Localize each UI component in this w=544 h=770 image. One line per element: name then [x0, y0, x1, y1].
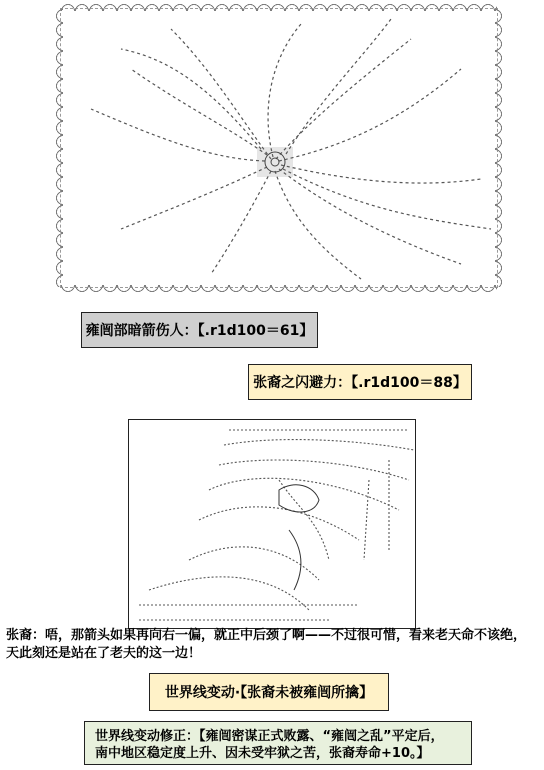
yong-kai-roll-box: 雍闿部暗箭伤人：【.r1d100＝61】: [81, 312, 318, 348]
dialogue-line-2: 天此刻还是站在了老夫的这一边！: [6, 646, 202, 661]
worldline-change-box: 世界线变动·【张裔未被雍闿所擒】: [149, 673, 389, 711]
worldline-correction-box: [84, 721, 472, 765]
swirl-ascii-art: [61, 9, 499, 289]
correction-line-2: 南中地区稳定度上升、因未受牢狱之苦，张裔寿命+10。】: [95, 746, 430, 761]
zhang-yi-dialogue: [6, 627, 540, 663]
zhang-yi-roll-box: 张裔之闪避力：【.r1d100＝88】: [248, 364, 472, 400]
character-art-frame: [128, 419, 416, 629]
character-ascii-art: [129, 420, 416, 629]
correction-line-1: 世界线变动修正：【雍闿密谋正式败露、“雍闿之乱”平定后，: [95, 729, 444, 744]
swirl-art-frame: [60, 8, 498, 288]
dialogue-line-1: 张裔：唔，那箭头如果再向右一偏，就正中后颈了啊——不过很可惜，看来老天命不该绝，: [6, 628, 527, 643]
